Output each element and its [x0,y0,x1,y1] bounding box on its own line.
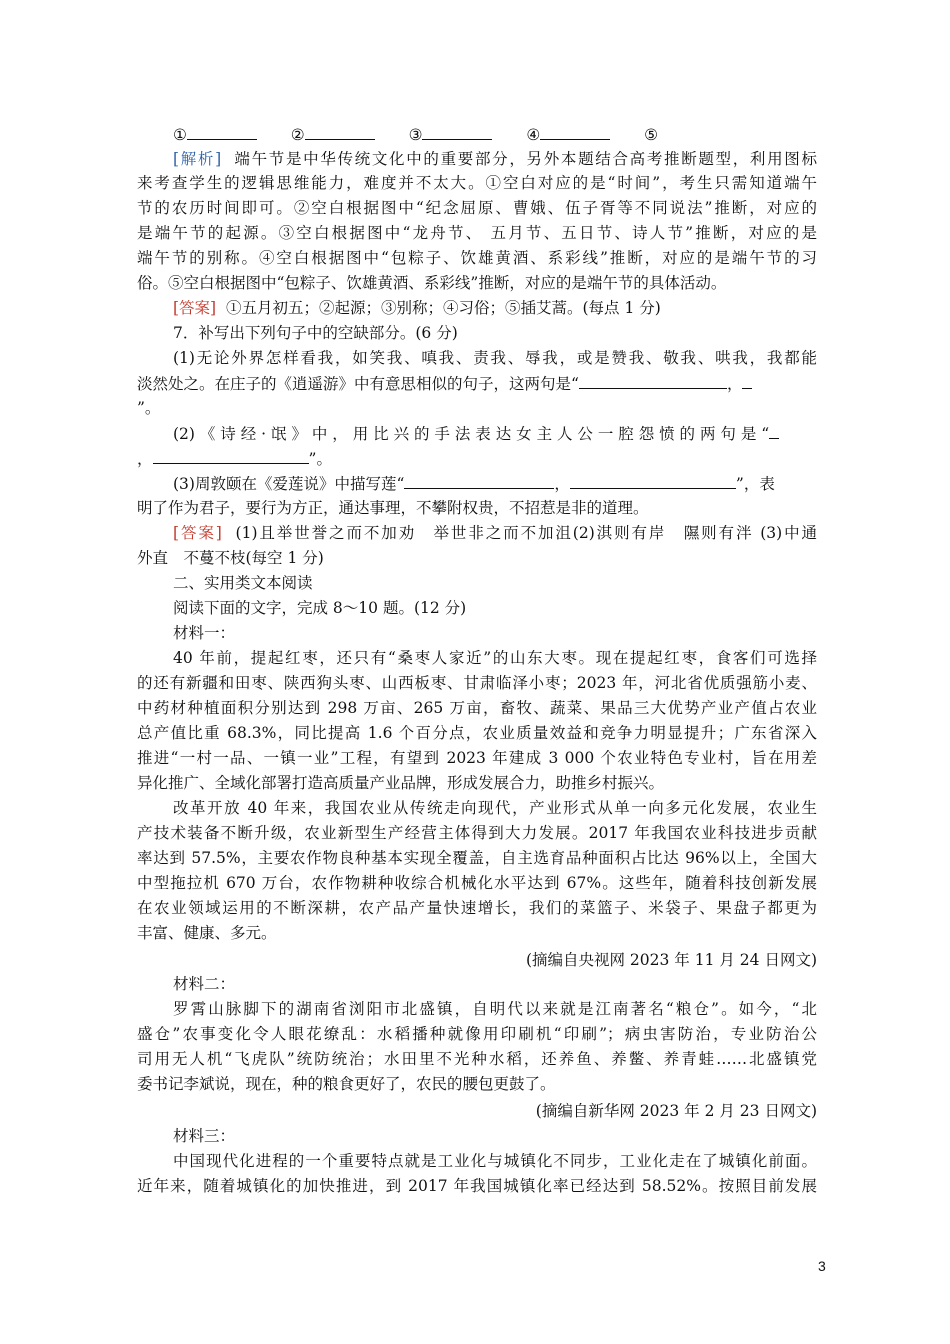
material-2-label: 材料二： [173,975,236,993]
m1-p1-line5: 推进“一村一品、一镇一业”工程，有望到 2023 年建成 3 000 个农业特色专业村，旨在用差 [137,749,817,767]
answer-7-text-1: (1)且举世誉之而不加劝 举世非之而不加沮(2)淇则有岸 隰则有泮 (3)中通 [235,524,818,542]
q7-blank-2a [742,371,752,389]
q7-p2-line2 [137,446,332,471]
m1-p2-line5: 在农业领域运用的不断深耕，农产品产量快速增长，我们的菜篮子、米袋子、果盘子都更为 [137,899,817,917]
analysis-line-1 [137,147,817,171]
answer-7-line2: 外直 不蔓不枝(每空 1 分) [137,549,324,567]
q7-p1-comma: ， [726,375,743,393]
answer-6 [173,296,661,320]
blank-label-3: ③ [408,126,423,144]
m1-p1-line3: 中药材种植面积分别达到 298 万亩、265 万亩，畜牧、蔬菜、果品三大优势产业产值占农业 [137,699,817,717]
q7-blank-5 [404,471,554,489]
m2-line1: 罗霄山脉脚下的湖南省浏阳市北盛镇，自明代以来就是江南著名“粮仓”。如今，“北 [173,1000,817,1018]
q7-p2-line1 [173,421,779,446]
blank-label-1: ① [173,126,187,144]
m1-p2-line3: 率达到 57.5%，主要农作物良种基本实现全覆盖，自主选育品种面积占比达 96%以上，全国大 [137,849,817,867]
section-instruction: 阅读下面的文字，完成 8～10 题。(12 分) [173,599,467,617]
q7-p2-end: ”。 [308,450,332,468]
analysis-line-3: 节的农历时间即可。②空白根据图中“纪念屈原、曹娥、伍子胥等不同说法”推断，对应的 [137,199,817,217]
analysis-tag: [解析] [173,150,222,168]
m1-p1-line1: 40 年前，提起红枣，还只有“桑枣人家近”的山东大枣。现在提起红枣，食客们可选择 [173,649,817,667]
blank-line-2 [305,122,375,140]
answer-7-tag: [答案] [173,524,222,542]
q7-p2-comma: ， [137,450,153,468]
q7-p3-line1 [173,471,775,496]
q7-p1-end: ”。 [137,399,161,417]
blanks-row [173,122,658,147]
blank-line-4 [540,122,610,140]
m3-line1: 中国现代化进程的一个重要特点就是工业化与城镇化不同步，工业化走在了城镇化前面。 [173,1152,817,1170]
page-number: 3 [818,1258,826,1274]
blank-label-5: ⑤ [644,126,659,144]
q7-p3-text: (3)周敦颐在《爱莲说》中描写莲“ [173,475,405,493]
q7-p3-end: ”，表 [735,475,775,493]
q7-p1-text: 淡然处之。在庄子的《逍遥游》中有意思相似的句子，这两句是“ [137,375,579,393]
q7-p3-line2: 明了作为君子，要行为方正，通达事理，不攀附权贵，不招惹是非的道理。 [137,499,649,517]
q7-p1-line1: (1)无论外界怎样看我，如笑我、嗔我、责我、辱我，或是赞我、敬我、哄我，我都能 [173,349,817,367]
analysis-line-6: 俗。⑤空白根据图中“包粽子、饮雄黄酒、系彩线”推断，对应的是端午节的具体活动。 [137,274,727,292]
m3-line2: 近年来，随着城镇化的加快推进，到 2017 年我国城镇化率已经达到 58.52%。按照目前发展 [137,1177,817,1195]
m1-p2-line2: 产技术装备不断升级，农业新型生产经营主体得到大力发展。2017 年我国农业科技进步贡献 [137,824,817,842]
q7-blank-3a [769,421,779,439]
m2-line2: 盛仓”农事变化令人眼花缭乱：水稻播种就像用印刷机“印刷”；病虫害防治，专业防治公 [137,1025,817,1043]
q7-p2-text: (2) 《 诗 经 · 氓 》 中 ， 用 比 兴 的 手 法 表 达 女 主 人 公 一 腔 怨 愤 的 两 句 是 “ [173,425,770,443]
answer-tag: [答案] [173,299,217,317]
q7-blank-1 [579,371,727,389]
m1-p2-line4: 中型拖拉机 670 万台，农作物耕种收综合机械化水平达到 67%。这些年，随着科技创新发展 [137,874,817,892]
q7-p1-line2 [137,371,752,396]
m1-p2-line6: 丰富、健康、多元。 [137,924,277,942]
material-3-label: 材料三： [173,1127,236,1145]
m1-p2-line1: 改革开放 40 年来，我国农业从传统走向现代，产业形式从单一向多元化发展，农业生 [173,799,817,817]
answer-6-text: ①五月初五；②起源；③别称；④习俗；⑤插艾蒿。(每点 1 分) [225,299,661,317]
m2-line4: 委书记李斌说，现在，种的粮食更好了，农民的腰包更鼓了。 [137,1075,556,1093]
question-7-title: 7．补写出下列句子中的空缺部分。(6 分) [173,324,458,342]
m1-p1-line6: 异化推广、全域化部署打造高质量产业品牌，形成发展合力，助推乡村振兴。 [137,774,665,792]
blank-label-4: ④ [526,126,541,144]
answer-7-line1 [137,521,817,545]
blank-line-3 [422,122,492,140]
m2-line3: 司用无人机“飞虎队”统防统治；水田里不光种水稻，还养鱼、养鳖、养青蛙……北盛镇党 [137,1050,817,1068]
material-1-label: 材料一： [173,624,236,642]
blank-label-2: ② [290,126,305,144]
analysis-text-1: 端午节是中华传统文化中的重要部分，另外本题结合高考推断题型，利用图标 [234,150,817,168]
analysis-line-2: 来考查学生的逻辑思维能力，难度并不太大。①空白对应的是“时间”，考生只需知道端午 [137,174,817,192]
m1-p1-line4: 总产值比重 68.3%，同比提高 1.6 个百分点，农业质量效益和竞争力明显提升；广东省深入 [137,724,817,742]
analysis-line-4: 是端午节的起源。③空白根据图中“龙舟节、 五月节、五日节、诗人节”推断，对应的是 [137,224,817,242]
analysis-line-5: 端午节的别称。④空白根据图中“包粽子、饮雄黄酒、系彩线”推断，对应的是端午节的习 [137,249,817,267]
q7-blank-4 [153,446,309,464]
m1-p1-line2: 的还有新疆和田枣、陕西狗头枣、山西板枣、甘肃临泽小枣；2023 年，河北省优质强筋小麦、 [137,674,817,692]
material-2-source: (摘编自新华网 2023 年 2 月 23 日网文) [535,1102,817,1120]
material-1-source: (摘编自央视网 2023 年 11 月 24 日网文) [525,951,817,969]
blank-line-1 [187,122,257,140]
section-heading: 二、实用类文本阅读 [173,574,313,592]
q7-p3-comma: ， [554,475,570,493]
q7-blank-6 [570,471,736,489]
